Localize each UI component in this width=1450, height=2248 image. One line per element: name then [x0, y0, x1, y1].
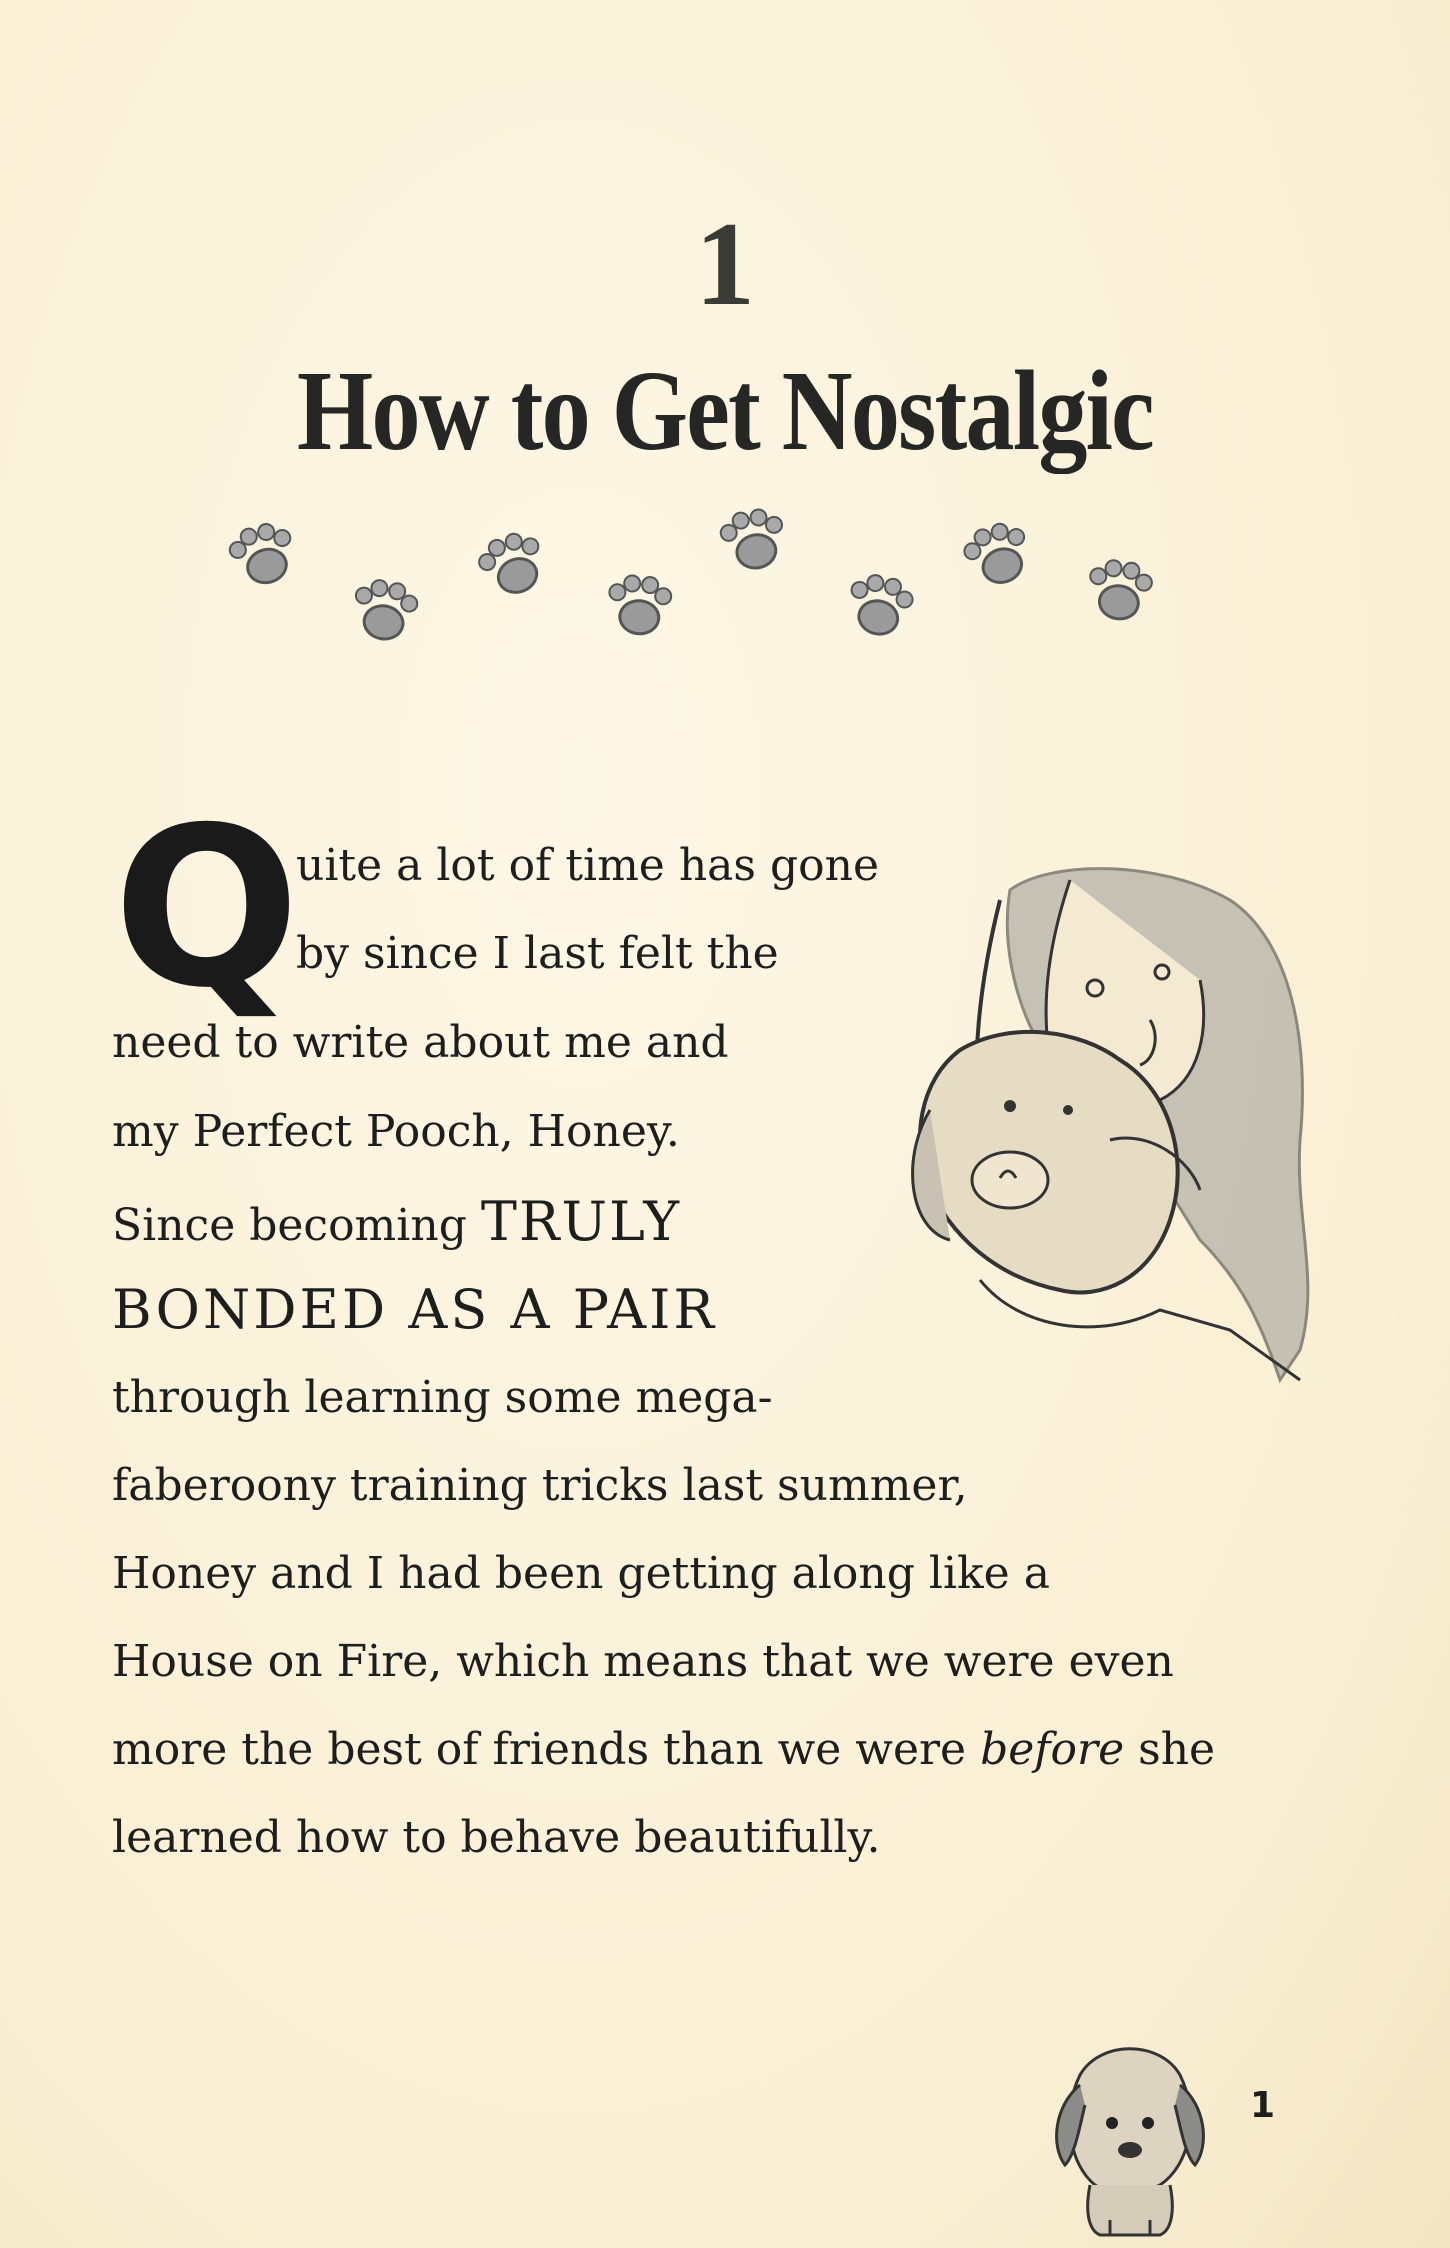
text-line	[112, 1724, 1215, 1775]
text-line: uite a lot of time has gone	[296, 840, 879, 891]
text-line	[112, 1278, 717, 1341]
paw-print-icon	[839, 569, 916, 649]
italic-text: before	[980, 1724, 1125, 1775]
page-number: 1	[1250, 2085, 1276, 2126]
paw-print-icon	[345, 575, 420, 653]
girl-hugging-dog-illustration	[900, 860, 1370, 1400]
paw-print-icon	[715, 505, 790, 583]
chapter-title: How to Get Nostalgic	[297, 347, 1153, 474]
chapter-number: 1	[695, 197, 755, 330]
paw-print-icon	[222, 518, 301, 600]
text-line: learned how to behave beautifully.	[112, 1812, 881, 1863]
text-line: by since I last felt the	[296, 928, 779, 979]
text-line: Honey and I had been getting along like a	[112, 1548, 1050, 1599]
puppy-illustration	[1040, 2035, 1215, 2240]
emphasis-text: TRULY	[480, 1190, 682, 1253]
paw-print-icon	[1081, 556, 1154, 632]
paw-prints-decoration	[220, 505, 1180, 665]
emphasis-text: BONDED AS A PAIR	[112, 1278, 718, 1341]
text-line: through learning some mega-	[112, 1372, 773, 1423]
drop-cap: Q	[113, 780, 301, 1036]
text-line: faberoony training tricks last summer,	[112, 1460, 968, 1511]
paw-print-icon	[956, 517, 1038, 601]
text-line	[112, 1190, 681, 1253]
text-span: she	[1124, 1724, 1216, 1775]
text-span: more the best of friends than we were	[112, 1724, 981, 1775]
text-line: need to write about me and	[112, 1017, 729, 1068]
text-line: my Perfect Pooch, Honey.	[112, 1106, 680, 1157]
paw-print-icon	[602, 572, 672, 645]
paw-print-icon	[470, 526, 553, 612]
text-span: Since becoming	[112, 1200, 481, 1251]
text-line: House on Fire, which means that we were even	[112, 1636, 1174, 1687]
